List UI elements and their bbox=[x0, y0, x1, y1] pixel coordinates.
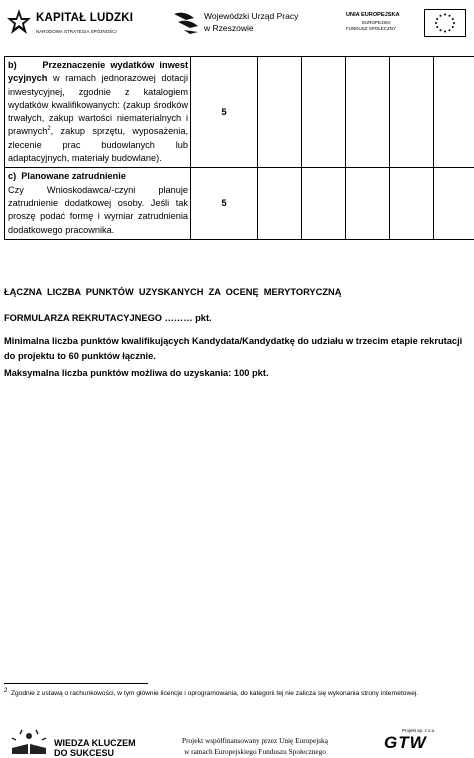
score-cell bbox=[390, 168, 434, 239]
eu-line2: EUROPEJSKI bbox=[362, 20, 391, 25]
score-cell bbox=[302, 57, 346, 168]
cofinancing-line2: w ramach Europejskiego Funduszu Społecznego bbox=[184, 747, 326, 756]
wiedza-kluczem-logo bbox=[8, 728, 148, 756]
wiedza-line1: WIEDZA KLUCZEM bbox=[54, 738, 136, 748]
maximum-points-note: Maksymalna liczba punktów możliwa do uzyskania: 100 pkt. bbox=[4, 368, 269, 378]
criterion-b-text: w ramach jednorazowej dotacji inwestycyjnej, zgodnie z katalogiem wydatków kwalifikowanych: (zakup środków trwałych, zakup wartości niematerialnych i prawnych bbox=[8, 73, 188, 137]
footnote-text: Zgodnie z ustawą o rachunkowości, w tym głównie licencje i oprogramowania, do kategorii tej nie zalicza się wykonania strony internetowej. bbox=[11, 690, 419, 697]
footnote-separator bbox=[4, 683, 148, 684]
criterion-c-points: 5 bbox=[191, 168, 258, 239]
book-icon bbox=[8, 728, 50, 756]
score-cell bbox=[346, 57, 390, 168]
criterion-b-cell bbox=[5, 57, 191, 168]
wup-name-line1: Wojewódzki Urząd Pracy bbox=[204, 11, 299, 21]
criterion-c-label: c) bbox=[8, 171, 17, 182]
score-cell bbox=[434, 57, 474, 168]
kapital-ludzki-logo bbox=[6, 8, 146, 40]
criterion-b-text-cont: , zakup sprzętu, wyposażenia, zlecenie prac budowlanych lub adaptacyjnych, materiały budowlane). bbox=[8, 126, 188, 164]
footnote-ref: 2 bbox=[47, 126, 51, 133]
score-cell bbox=[258, 168, 302, 239]
score-cell bbox=[302, 168, 346, 239]
eu-logo bbox=[340, 8, 468, 40]
cofinancing-note bbox=[160, 735, 350, 757]
criterion-b-title: Przeznaczenie wydatków inwest ycyjnych bbox=[8, 60, 188, 84]
cofinancing-line1: Projekt współfinansowany przez Unię Europejską bbox=[182, 736, 328, 745]
score-cell bbox=[258, 57, 302, 168]
gtw-wordmark: GTW bbox=[384, 733, 427, 752]
criterion-c-title: Planowane zatrudnienie bbox=[21, 171, 126, 182]
eu-line3: FUNDUSZ SPOŁECZNY bbox=[346, 26, 397, 31]
gtw-logo bbox=[382, 728, 442, 756]
total-points-form-line: FORMULARZA REKRUTACYJNEGO ……… pkt. bbox=[4, 313, 212, 323]
wup-emblem-icon bbox=[172, 8, 202, 36]
table-row-b bbox=[5, 57, 474, 168]
gtw-company: Projekt sp. z o.o. bbox=[402, 728, 436, 733]
eu-flag-icon bbox=[424, 9, 466, 37]
total-points-heading: ŁĄCZNA LICZBA PUNKTÓW UZYSKANYCH ZA OCENĘ MERYTORYCZNĄ bbox=[4, 287, 342, 297]
kapital-ludzki-subtitle: NARODOWA STRATEGIA SPÓJNOŚCI bbox=[36, 29, 117, 34]
footnote bbox=[4, 688, 449, 699]
eu-title: UNIA EUROPEJSKA bbox=[346, 12, 400, 18]
kapital-ludzki-emblem-icon bbox=[6, 8, 32, 38]
criterion-c-text: Czy Wnioskodawca/-czyni planuje zatrudnienie dodatkowej osoby. Jeśli tak proszę podać formę i wymiar zatrudnienia dodatkowego pracownika. bbox=[8, 184, 188, 235]
criterion-b-label: b) bbox=[8, 60, 17, 70]
score-cell bbox=[346, 168, 390, 239]
footnote-number: 2 bbox=[4, 687, 8, 694]
criterion-b-points: 5 bbox=[191, 57, 258, 168]
score-cell bbox=[434, 168, 474, 239]
wup-name-line2: w Rzeszowie bbox=[204, 23, 254, 33]
scoring-table bbox=[4, 56, 474, 240]
kapital-ludzki-title: KAPITAŁ LUDZKI bbox=[36, 12, 134, 24]
wup-logo bbox=[172, 8, 322, 40]
wiedza-line2: DO SUKCESU bbox=[54, 748, 115, 758]
minimum-points-note: Minimalna liczba punktów kwalifikujących Kandydata/Kandydatkę do udziału w trzecim etapie rekrutacji do projektu to 60 punktów łącznie. bbox=[4, 336, 463, 362]
criterion-c-cell bbox=[5, 168, 191, 239]
score-cell bbox=[390, 57, 434, 168]
table-row-c bbox=[5, 168, 474, 239]
